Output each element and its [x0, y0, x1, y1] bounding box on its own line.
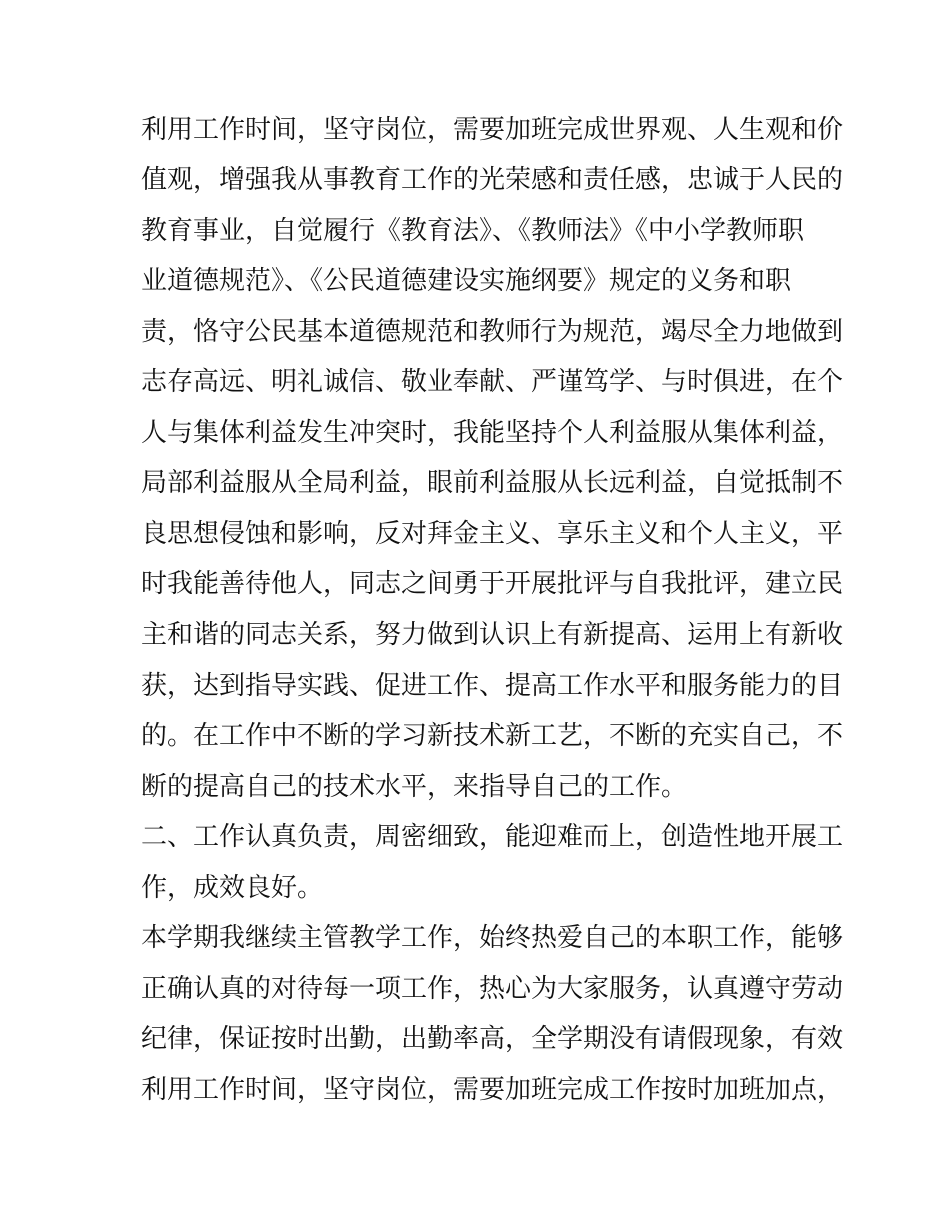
text-line: 本学期我继续主管教学工作，始终热爱自己的本职工作，能够	[141, 923, 844, 953]
text-line: 志存高远、明礼诚信、敬业奉献、严谨笃学、与时俱进，在个	[141, 367, 844, 397]
text-line: 的。在工作中不断的学习新技术新工艺，不断的充实自己，不	[141, 721, 844, 751]
text-line: 利用工作时间，坚守岗位，需要加班完成工作按时加班加点，	[141, 1075, 844, 1105]
text-line: 局部利益服从全局利益，眼前利益服从长远利益，自觉抵制不	[141, 468, 844, 498]
text-line: 值观，增强我从事教育工作的光荣感和责任感，忠诚于人民的	[141, 165, 844, 195]
text-line: 良思想侵蚀和影响，反对拜金主义、享乐主义和个人主义，平	[141, 519, 844, 549]
text-line: 纪律，保证按时出勤，出勤率高，全学期没有请假现象，有效	[141, 1024, 844, 1054]
text-line: 人与集体利益发生冲突时，我能坚持个人利益服从集体利益，	[141, 418, 844, 448]
text-line: 获，达到指导实践、促进工作、提高工作水平和服务能力的目	[141, 671, 844, 701]
text-line: 主和谐的同志关系，努力做到认识上有新提高、运用上有新收	[141, 620, 844, 650]
section-heading: 二、工作认真负责，周密细致，能迎难而上，创造性地开展工	[141, 822, 844, 852]
text-line: 断的提高自己的技术水平，来指导自己的工作。	[141, 772, 688, 802]
section-heading-continued: 作，成效良好。	[141, 873, 324, 903]
text-line: 责，恪守公民基本道德规范和教师行为规范，竭尽全力地做到	[141, 317, 844, 347]
text-line: 业道德规范》、《公民道德建设实施纲要》规定的义务和职	[141, 266, 792, 296]
text-line: 教育事业，自觉履行《教育法》、《教师法》《中小学教师职	[141, 216, 805, 246]
text-line: 时我能善待他人，同志之间勇于开展批评与自我批评，建立民	[141, 569, 844, 599]
text-line: 利用工作时间，坚守岗位，需要加班完成世界观、人生观和价	[141, 115, 844, 145]
text-line: 正确认真的对待每一项工作，热心为大家服务，认真遵守劳动	[141, 974, 844, 1004]
